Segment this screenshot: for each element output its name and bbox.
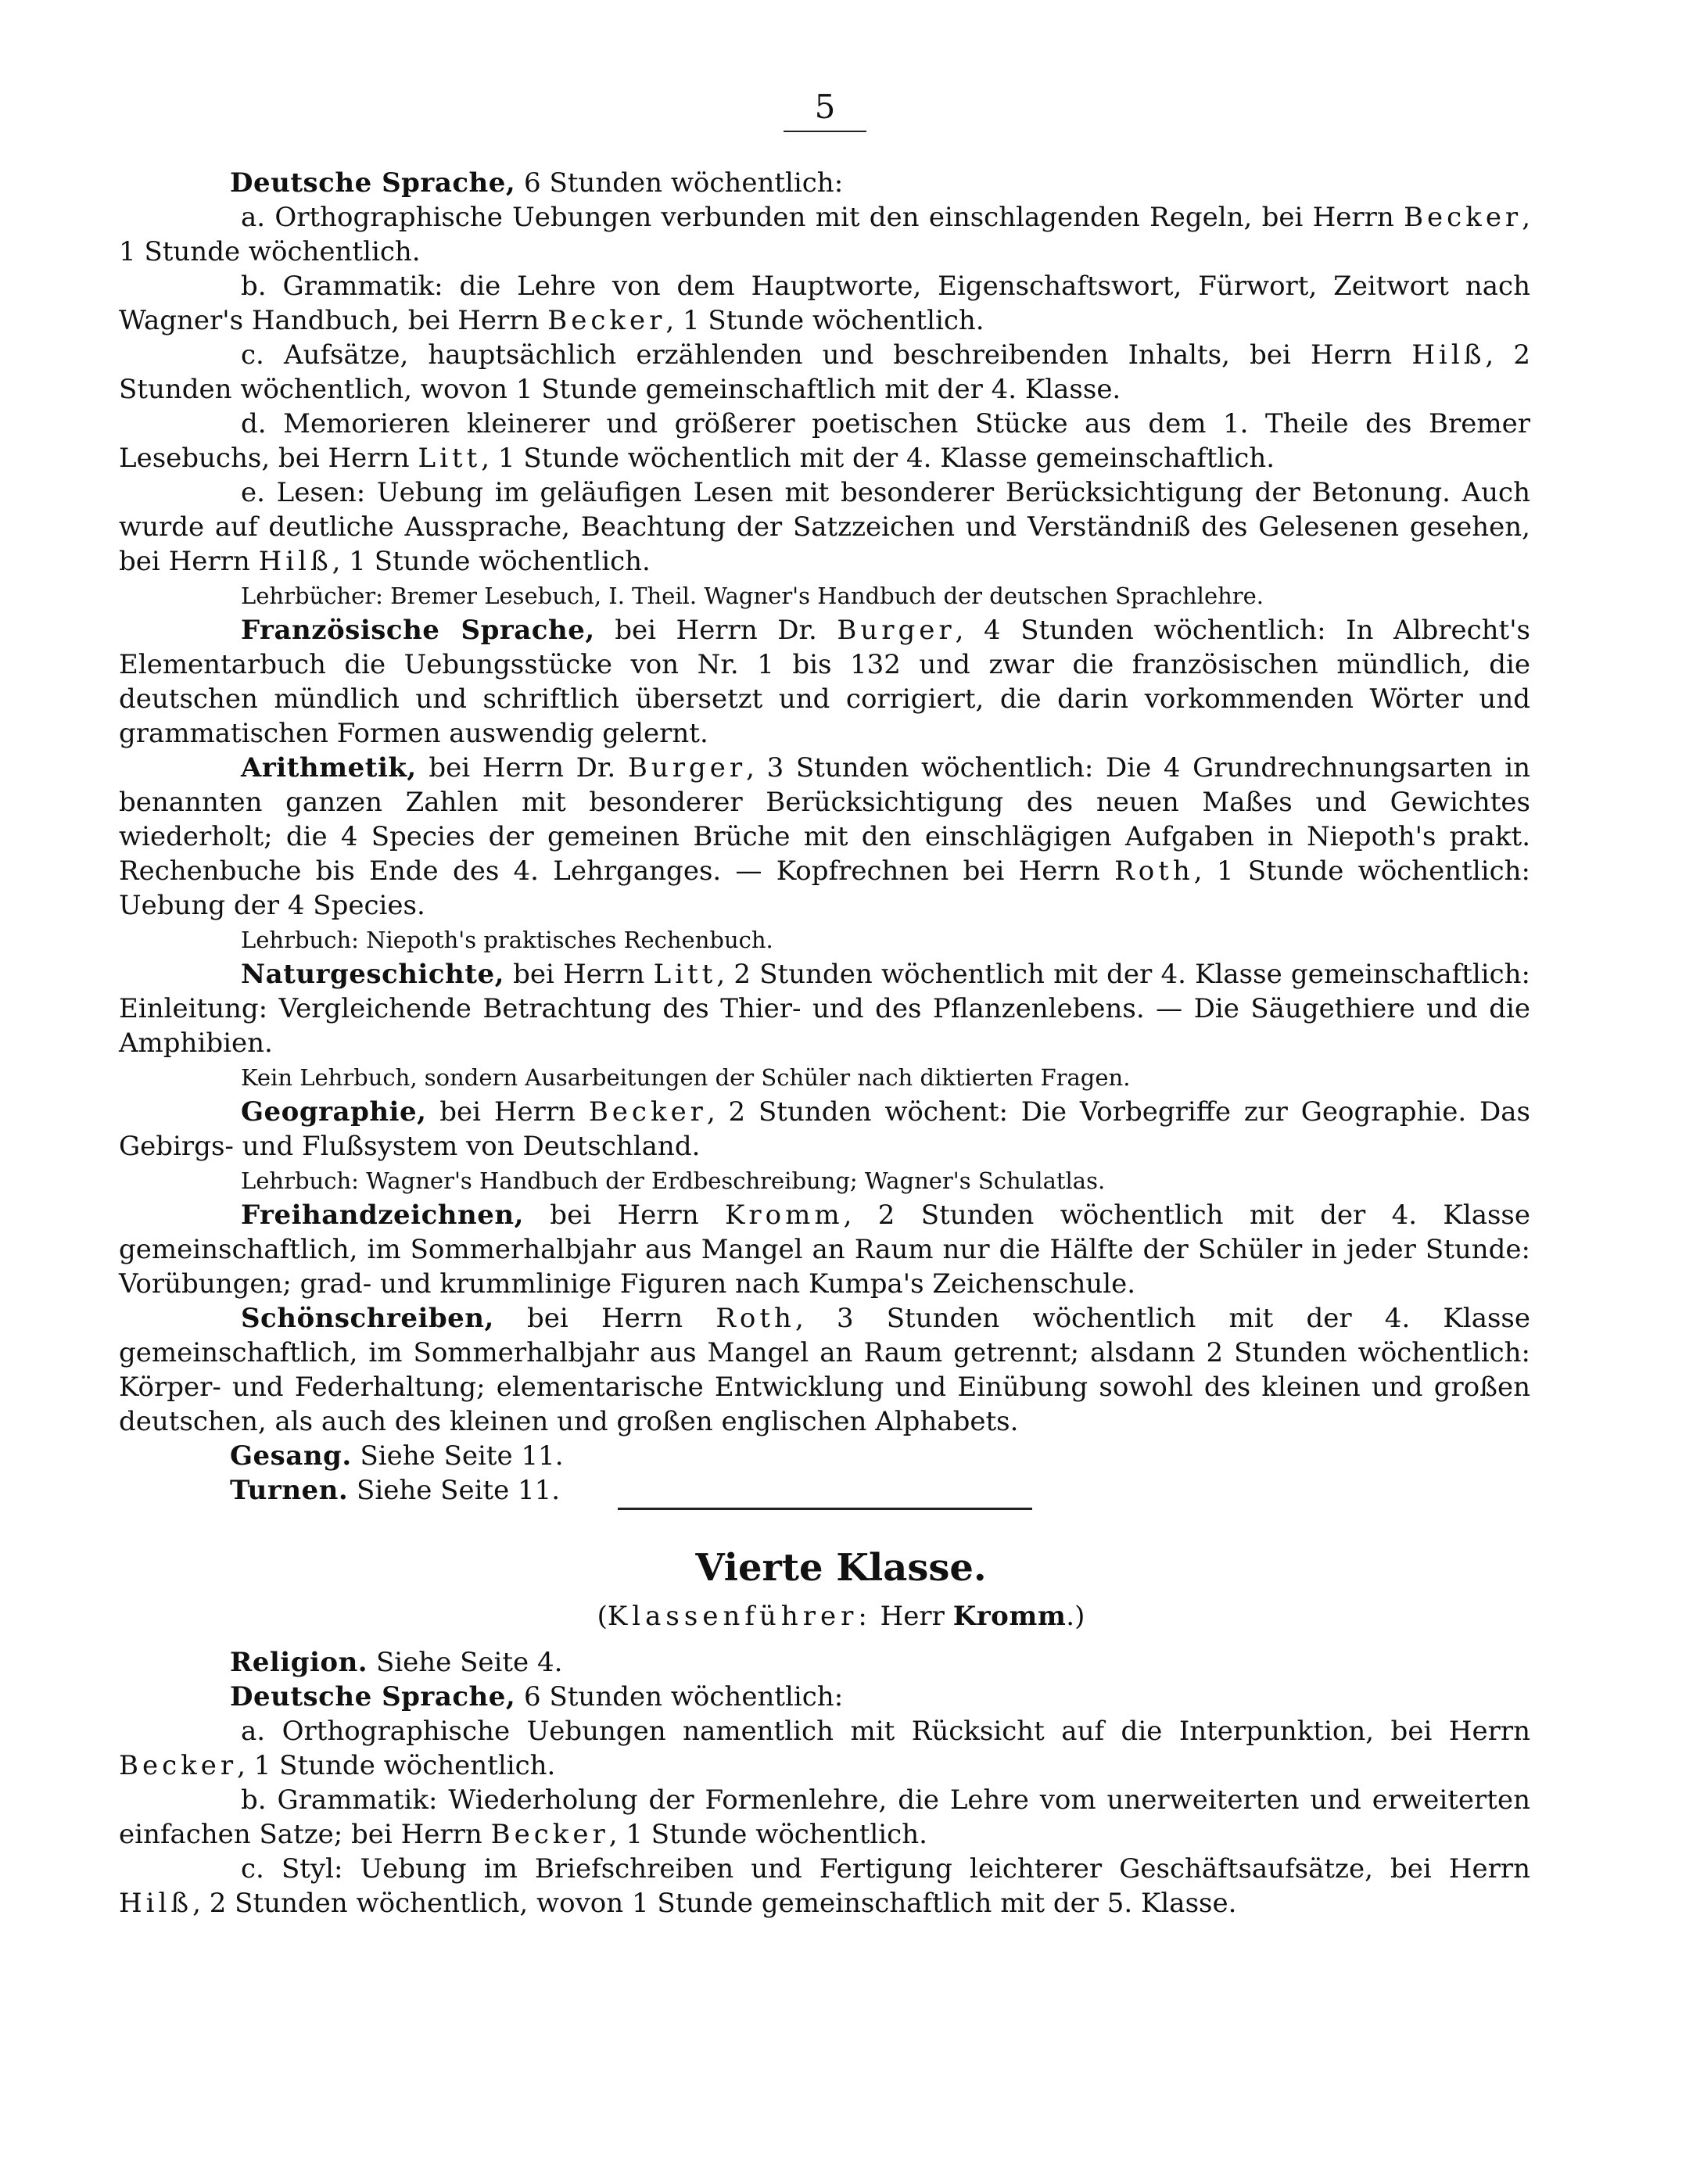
paragraph-item-d: d. Memorieren kleinerer und größerer poetischen Stücke aus dem 1. Theile des Bremer Lesebuchs, bei Herrn Litt, 1 Stunde wöchentlich mit der 4. Klasse gemeinschaftlich. [119, 408, 1530, 474]
page-number: 5 [814, 88, 836, 126]
subject-heading: Religion. [230, 1647, 368, 1678]
paragraph-schoenschreiben: Schönschreiben, bei Herrn Roth, 3 Stunden wöchentlich mit der 4. Klasse gemeinschaftlich, im Sommerhalbjahr aus Mangel an Raum getrennt; alsdann 2 Stunden wöchentlich: Körper- und Federhaltung; elementarische Entwicklung und Einübung sowohl des kleinen und großen deutschen, als auch des kleinen und großen englischen Alphabets. [119, 1303, 1530, 1437]
teacher-name: Litt [418, 443, 482, 474]
teacher-name: Becker [1404, 202, 1522, 233]
teacher-name: Hilß [119, 1888, 193, 1919]
paragraph-deutsche-sprache-heading: Deutsche Sprache, 6 Stunden wöchentlich: [230, 1681, 844, 1712]
teacher-name: Becker [547, 305, 666, 336]
paragraph-arithmetik: Arithmetik, bei Herrn Dr. Burger, 3 Stunden wöchentlich: Die 4 Grundrechnungsarten in benannten ganzen Zahlen mit besonderer Berücksichtigung des neuen Maßes und Gewichtes wiederholt; die 4 Species der gemeinen Brüche mit den einschlägigen Aufgaben in Niepoth's prakt. Rechenbuche bis Ende des 4. Lehrganges. — Kopfrechnen bei Herrn Roth, 1 Stunde wöchentlich: Uebung der 4 Species. [119, 752, 1530, 921]
subject-heading: Geographie, [241, 1096, 427, 1128]
teacher-name: Becker [119, 1750, 238, 1781]
teacher-name: Becker [490, 1819, 609, 1850]
section-title: Vierte Klasse. [695, 1546, 987, 1590]
paragraph-gesang: Gesang. Siehe Seite 11. [230, 1440, 564, 1472]
subject-heading: Freihandzeichnen, [241, 1200, 524, 1231]
teacher-name: Becker [588, 1096, 707, 1128]
subject-heading: Französische Sprache, [241, 615, 595, 646]
teacher-name: Hilß [1411, 339, 1486, 371]
paragraph-item-b: b. Grammatik: Wiederholung der Formenlehre, die Lehre vom unerweiterten und erweiterten einfachen Satze; bei Herrn Becker, 1 Stunde wöchentlich. [119, 1784, 1530, 1850]
paragraph-item-e: e. Lesen: Uebung im geläufigen Lesen mit besonderer Berücksichtigung der Betonung. Auch wurde auf deutliche Aussprache, Beachtung der Satzzeichen und Verständniß des Gelesenen gesehen, bei Herrn Hilß, 1 Stunde wöchentlich. [119, 477, 1530, 577]
paragraph-item-a: a. Orthographische Uebungen verbunden mit den einschlagenden Regeln, bei Herrn Becker, 1 Stunde wöchentlich. [119, 202, 1530, 267]
paragraph-turnen: Turnen. Siehe Seite 11. [230, 1475, 561, 1506]
paragraph-freihandzeichnen: Freihandzeichnen, bei Herrn Kromm, 2 Stunden wöchentlich mit der 4. Klasse gemeinschaftlich, im Sommerhalbjahr aus Mangel an Raum nur die Hälfte der Schüler in jeder Stunde: Vorübungen; grad- und krummlinige Figuren nach Kumpa's Zeichenschule. [119, 1200, 1530, 1300]
section-fifth-class-continued [119, 166, 1530, 1508]
teacher-name: Burger [837, 615, 956, 646]
section-subtitle: (Klassenführer: Herr Kromm.) [597, 1601, 1085, 1632]
paragraph-religion: Religion. Siehe Seite 4. [230, 1647, 563, 1678]
paragraph-geographie: Geographie, bei Herrn Becker, 2 Stunden wöchent: Die Vorbegriffe zur Geographie. Das Gebirgs- und Flußsystem von Deutschland. [119, 1096, 1531, 1162]
paragraph-item-c: c. Styl: Uebung im Briefschreiben und Fertigung leichterer Geschäftsaufsätze, bei Herrn Hilß, 2 Stunden wöchentlich, wovon 1 Stunde gemeinschaftlich mit der 5. Klasse. [119, 1853, 1530, 1919]
teacher-name: Litt [653, 959, 717, 990]
paragraph-deutsche-sprache-heading: Deutsche Sprache, 6 Stunden wöchentlich: [230, 167, 844, 199]
teacher-name: Burger [627, 752, 747, 784]
teacher-name: Hilß [258, 546, 332, 577]
textbook-note: Lehrbücher: Bremer Lesebuch, I. Theil. Wagner's Handbuch der deutschen Sprachlehre. [241, 583, 1264, 609]
paragraph-item-b: b. Grammatik: die Lehre von dem Hauptworte, Eigenschaftswort, Fürwort, Zeitwort nach Wagner's Handbuch, bei Herrn Becker, 1 Stunde wöchentlich. [119, 271, 1530, 336]
subject-heading: Arithmetik, [241, 752, 417, 784]
class-leader-label: Klassenführer: [607, 1601, 872, 1632]
paragraph-item-a: a. Orthographische Uebungen namentlich mit Rücksicht auf die Interpunktion, bei Herrn Becker, 1 Stunde wöchentlich. [119, 1716, 1530, 1781]
textbook-note: Lehrbuch: Niepoth's praktisches Rechenbuch. [241, 927, 773, 953]
subject-heading: Gesang. [230, 1440, 352, 1472]
subject-heading: Naturgeschichte, [241, 959, 504, 990]
class-leader-name: Kromm [952, 1601, 1067, 1632]
subject-heading: Turnen. [230, 1475, 349, 1506]
teacher-name: Roth [715, 1303, 795, 1334]
teacher-name: Roth [1114, 855, 1194, 887]
subject-heading: Deutsche Sprache, [230, 1681, 516, 1712]
section-divider [618, 1508, 1032, 1510]
textbook-note: Kein Lehrbuch, sondern Ausarbeitungen der Schüler nach diktierten Fragen. [241, 1064, 1131, 1091]
section-fourth-class [119, 1645, 1530, 1920]
paragraph-franzoesisch: Französische Sprache, bei Herrn Dr. Burger, 4 Stunden wöchentlich: In Albrecht's Elementarbuch die Uebungsstücke von Nr. 1 bis 132 und zwar die französischen mündlich, die deutschen mündlich und schriftlich übersetzt und corrigiert, die darin vorkommenden Wörter und grammatischen Formen auswendig gelernt. [119, 615, 1530, 749]
paragraph-item-c: c. Aufsätze, hauptsächlich erzählenden und beschreibenden Inhalts, bei Herrn Hilß, 2 Stunden wöchentlich, wovon 1 Stunde gemeinschaftlich mit der 4. Klasse. [119, 339, 1531, 405]
teacher-name: Kromm [725, 1200, 844, 1231]
textbook-note: Lehrbuch: Wagner's Handbuch der Erdbeschreibung; Wagner's Schulatlas. [241, 1167, 1106, 1194]
subject-heading: Schönschreiben, [241, 1303, 494, 1334]
paragraph-naturgeschichte: Naturgeschichte, bei Herrn Litt, 2 Stunden wöchentlich mit der 4. Klasse gemeinschaftlich: Einleitung: Vergleichende Betrachtung des Thier- und des Pflanzenlebens. — Die Säugethiere und die Amphibien. [119, 959, 1530, 1059]
page-number-rule [784, 131, 866, 132]
subject-heading: Deutsche Sprache, [230, 167, 516, 199]
